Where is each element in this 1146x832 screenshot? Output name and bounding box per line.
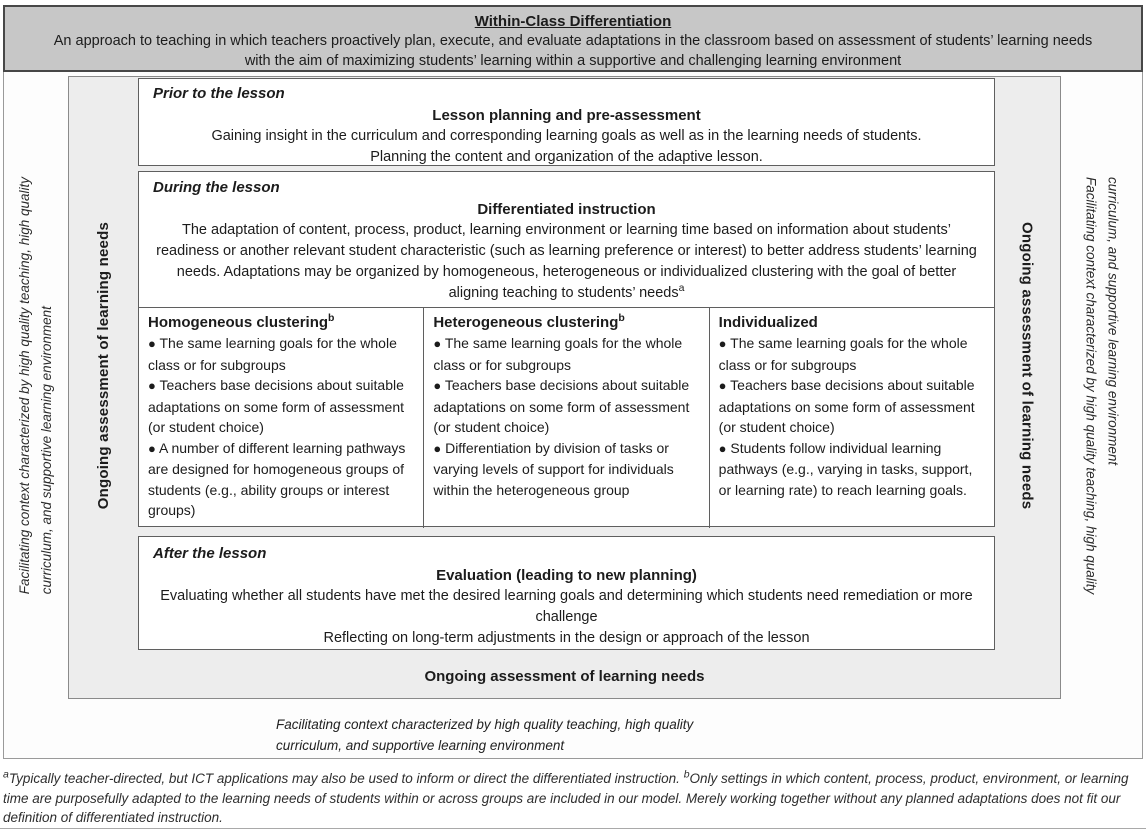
- bullet-item: ● Students follow individual learning pathways (e.g., varying in tasks, support, or learning rate) to reach learning goals.: [718, 439, 973, 498]
- bottom-rule: [0, 828, 1146, 829]
- facilitating-label-line1: Facilitating context characterized by high quality teaching, high quality: [17, 176, 32, 595]
- bullet-icon: ●: [718, 378, 727, 393]
- bullet-icon: ●: [148, 378, 156, 393]
- facilitating-context-container: [3, 72, 1143, 759]
- bullet-item: ● Teachers base decisions about suitable adaptations on some form of assessment (or student choice): [148, 377, 405, 435]
- during-phase-label: During the lesson: [153, 179, 280, 196]
- prior-body-line1: Gaining insight in the curriculum and corresponding learning goals as well as in the learning needs of students.: [211, 128, 922, 144]
- ongoing-assessment-label-bottom: Ongoing assessment of learning needs: [424, 667, 705, 685]
- footnote-marker-a: a: [3, 768, 9, 781]
- facilitating-context-caption: [276, 714, 693, 756]
- after-body-line2: Reflecting on long-term adjustments in the design or approach of the lesson: [323, 630, 810, 646]
- homogeneous-clustering-column: [139, 308, 423, 528]
- bullet-icon: ●: [433, 378, 442, 393]
- facilitating-label-line1: Facilitating context characterized by high quality teaching, high quality: [1083, 176, 1099, 595]
- individualized-column: [709, 308, 994, 528]
- bullet-item: ● The same learning goals for the whole class or for subgroups: [433, 335, 683, 373]
- bullet-icon: ●: [433, 336, 442, 351]
- bullet-icon: ●: [148, 336, 156, 351]
- facilitating-caption-line1: Facilitating context characterized by high quality teaching, high quality: [276, 717, 694, 732]
- column-title: Homogeneous clustering$^b$: [148, 312, 335, 331]
- after-heading: Evaluation (leading to new planning): [436, 567, 697, 584]
- ongoing-assessment-label-left: Ongoing assessment of learning needs: [95, 222, 112, 510]
- prior-body-line2: Planning the content and organization of the adaptive lesson.: [370, 149, 763, 165]
- after-phase-label: After the lesson: [153, 545, 267, 562]
- after-body-line1: Evaluating whether all students have met the desired learning goals and determining which students need remediation or more challenge: [160, 588, 973, 625]
- right-ongoing-assessment-band: [995, 77, 1059, 655]
- lesson-phases-content: [138, 78, 995, 650]
- footnote-marker-b: b: [683, 768, 690, 781]
- bullet-icon: ●: [148, 440, 156, 456]
- column-title: Individualized: [718, 314, 818, 331]
- during-lesson-box: [138, 171, 995, 527]
- prior-to-lesson-box: [138, 78, 995, 166]
- facilitating-caption-line2: curriculum, and supportive learning environment: [276, 738, 565, 753]
- bullet-icon: ●: [718, 440, 727, 456]
- footnote-marker-a-ref: a: [678, 282, 685, 295]
- right-facilitating-band: [1061, 72, 1142, 699]
- bullet-item: ● A number of different learning pathways are designed for homogeneous groups of students (e.g., ability groups or interest groups): [148, 439, 406, 518]
- footnote-text-a: Typically teacher-directed, but ICT applications may also be used to inform or direct the differentiated instruction.: [8, 771, 684, 786]
- facilitating-context-label-right: [1080, 177, 1124, 594]
- footnote-marker-b-ref: b: [618, 312, 625, 324]
- bullet-item: ● Teachers base decisions about suitable adaptations on some form of assessment (or student choice): [433, 377, 690, 435]
- heterogeneous-clustering-column: [423, 308, 708, 528]
- footnote-marker-b-ref: b: [328, 312, 335, 324]
- during-heading: Differentiated instruction: [477, 201, 656, 218]
- bullet-item: ● Differentiation by division of tasks or varying levels of support for individuals within the heterogeneous group: [433, 439, 674, 498]
- facilitating-label-line2: curriculum, and supportive learning environment: [1105, 176, 1121, 466]
- left-ongoing-assessment-band: [69, 77, 138, 655]
- figure-description-line2: with the aim of maximizing students’ learning within a supportive and challenging learning environment: [244, 53, 902, 69]
- after-lesson-box: [138, 536, 995, 650]
- figure-description-line1: An approach to teaching in which teachers proactively plan, execute, and evaluate adaptations in the classroom based on assessment of students’ learning needs: [53, 33, 1093, 49]
- prior-heading: Lesson planning and pre-assessment: [432, 107, 701, 124]
- bullet-item: ● The same learning goals for the whole class or for subgroups: [148, 335, 397, 373]
- prior-phase-label: Prior to the lesson: [153, 85, 285, 102]
- clustering-columns: [139, 307, 994, 528]
- bullet-icon: ●: [718, 336, 727, 351]
- facilitating-context-label-left: [14, 177, 58, 594]
- footnote: [3, 769, 1143, 828]
- differentiated-instruction-section: [139, 172, 994, 307]
- bullet-item: ● The same learning goals for the whole class or for subgroups: [718, 335, 968, 373]
- left-facilitating-band: [4, 72, 68, 699]
- bullet-item: ● Teachers base decisions about suitable adaptations on some form of assessment (or student choice): [718, 377, 975, 435]
- ongoing-assessment-container: [68, 76, 1061, 699]
- ongoing-assessment-label-right: Ongoing assessment of learning needs: [1018, 222, 1036, 510]
- during-body: The adaptation of content, process, product, learning environment or learning time based on information about students’ readiness or another relevant student characteristic (such as learning preference or interest) to better address students’ learning needs. Adaptations may be organized by homogeneous, heterogeneous or individualized clustering with the goal of better aligning teaching to students’ needs$^a$: [156, 222, 977, 301]
- column-title: Heterogeneous clustering$^b$: [433, 312, 625, 331]
- facilitating-label-line2: curriculum, and supportive learning environment: [39, 305, 54, 595]
- figure-title: Within-Class Differentiation: [474, 13, 672, 30]
- footnote-text-b: Only settings in which content, process, product, environment, or learning time are purposefully adapted to the learning needs of students within or across groups are included in our model. Merely working together without any planned adaptations does not fit our definition of differentiated instruction.: [3, 771, 1129, 825]
- bullet-icon: ●: [433, 440, 442, 456]
- figure-header: [3, 5, 1143, 72]
